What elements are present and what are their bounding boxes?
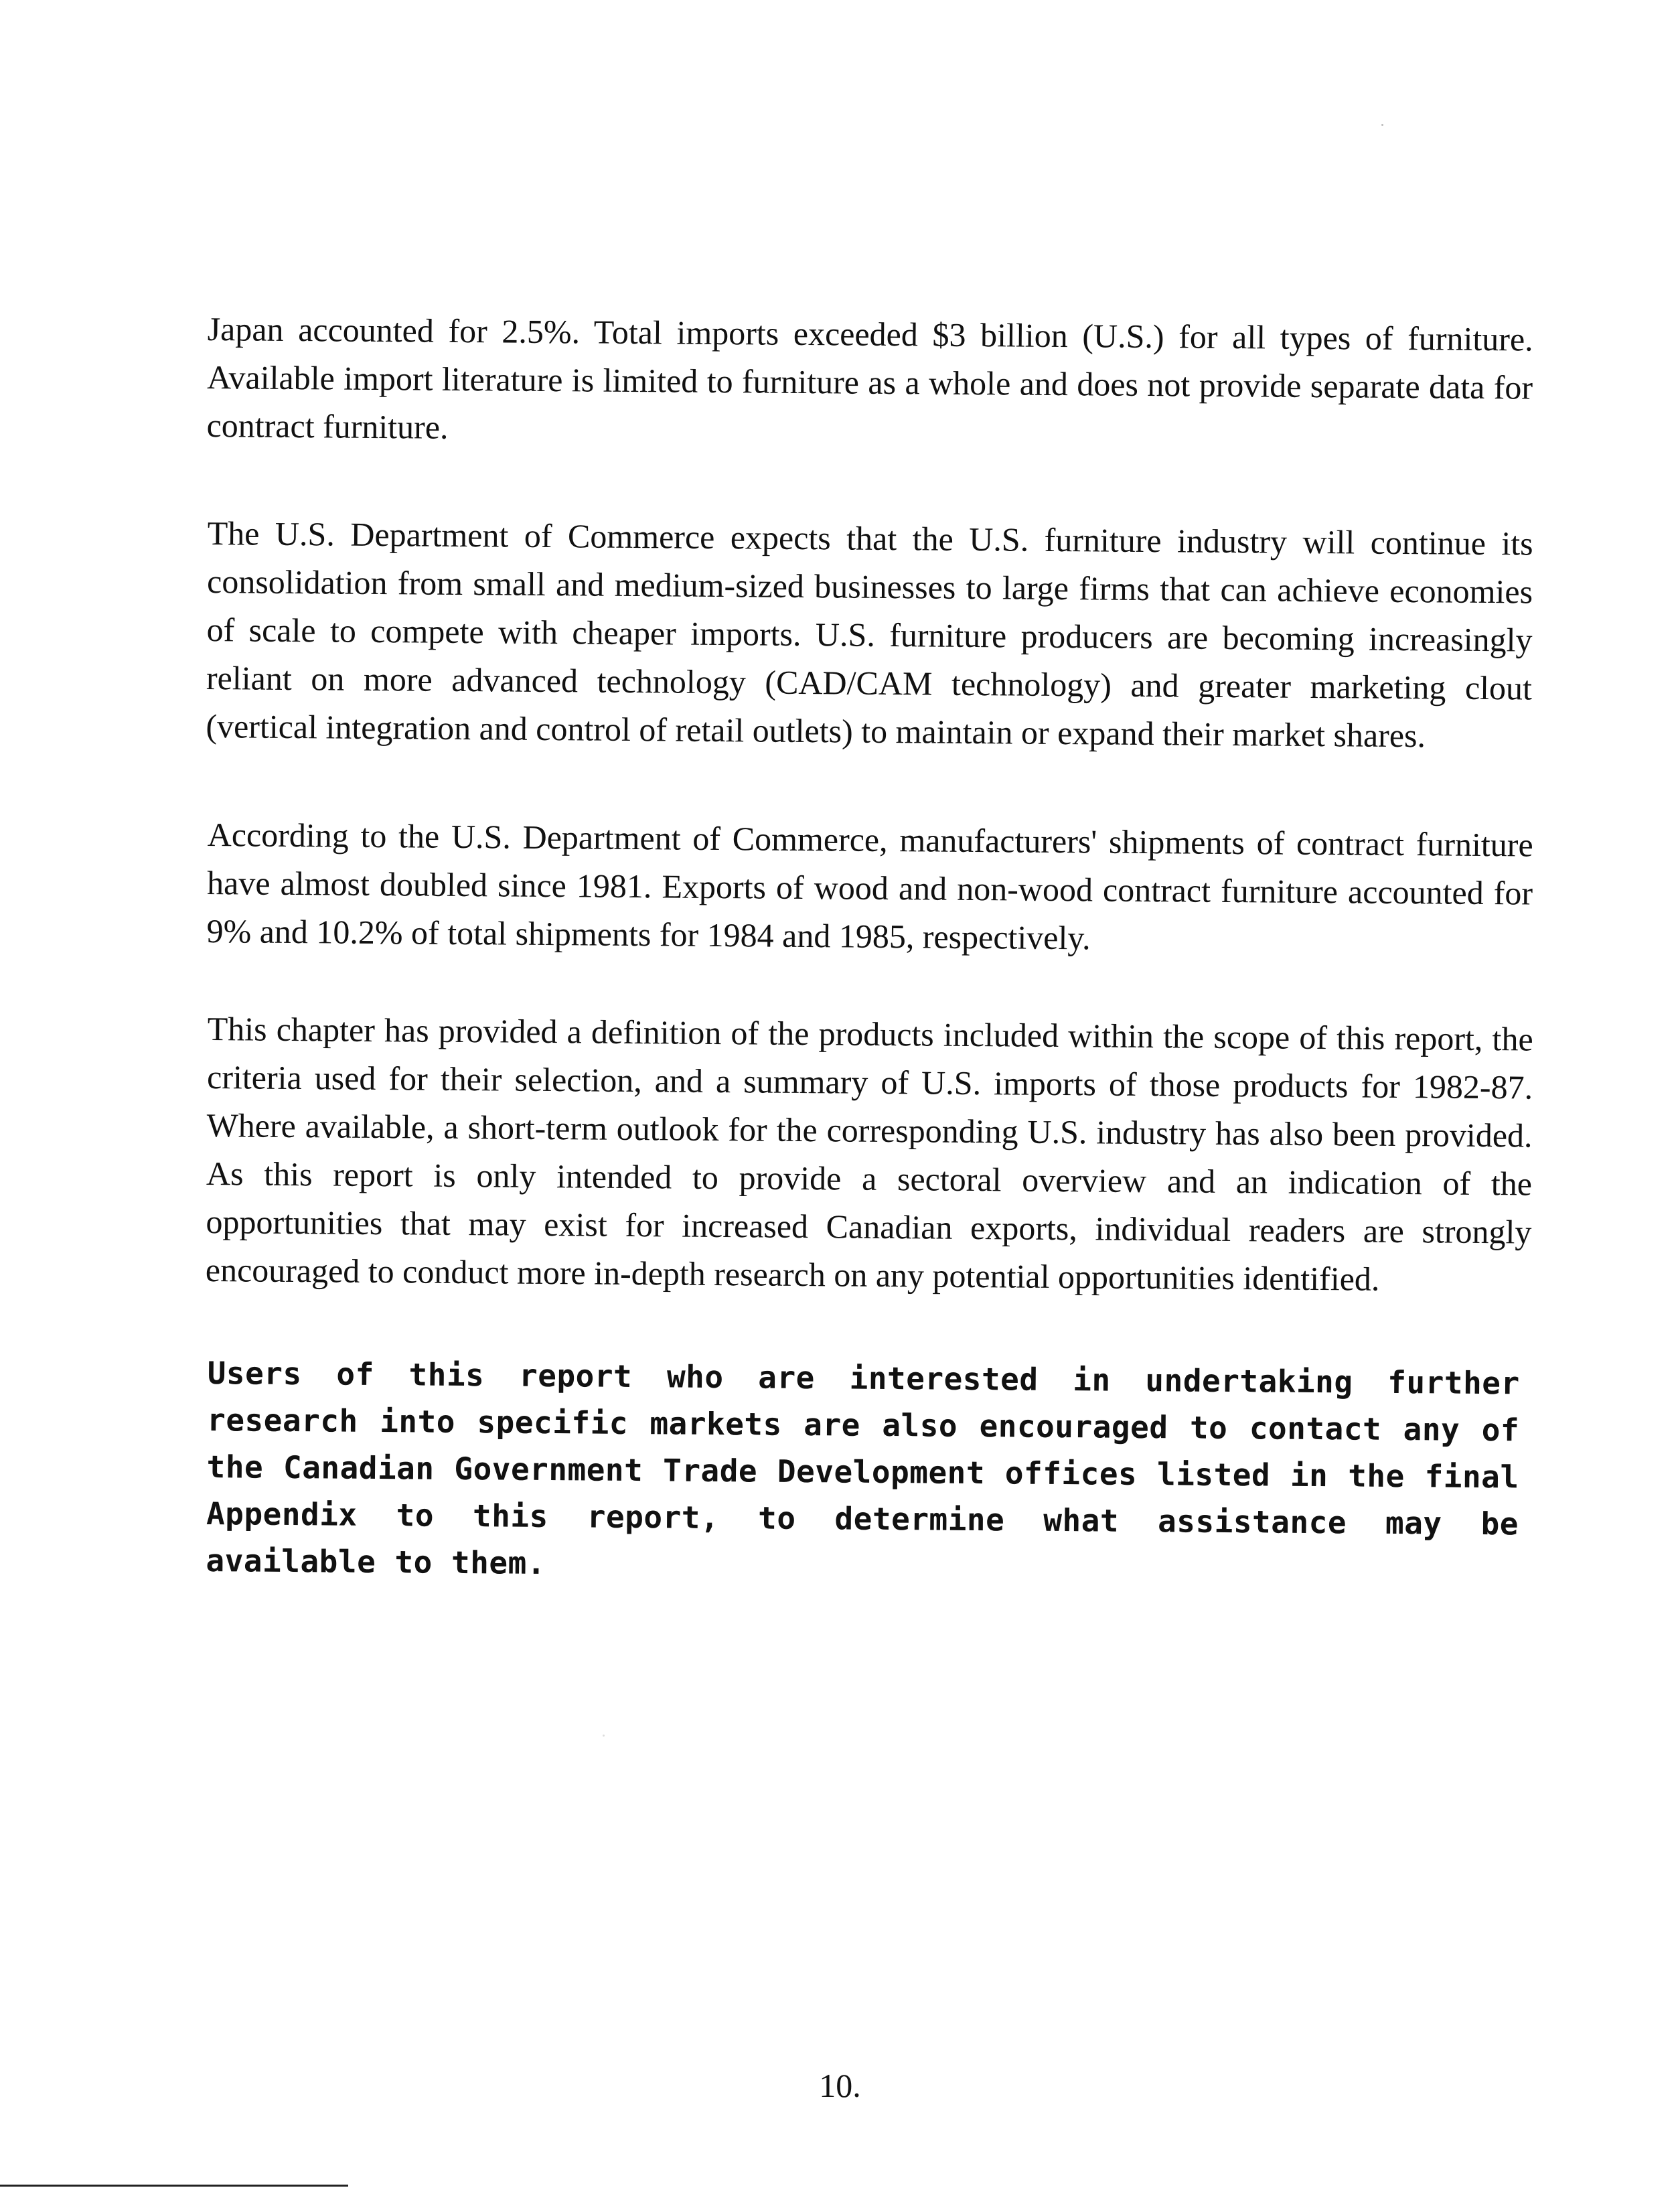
paragraph-trade-offices-note: Users of this report who are interested in undertaking further research into specific markets are also encouraged to contact any of the Canadian Government Trade Development offices listed in the final Appendix to this report, to determine what assistance may be available to them. — [206, 1354, 1520, 1581]
scan-speck — [603, 1735, 605, 1737]
scan-edge-rule — [0, 2185, 348, 2187]
page-number: 10. — [819, 2067, 861, 2104]
paragraph-chapter-summary: This chapter has provided a definition of the products included within the scope of this report, the criteria used for their selection, and a summary of U.S. imports of those products for 1982-87. Where available, a short-term outlook for the corresponding U.S. industry has also been provided. As this report is only intended to provide a sectoral overview and an indication of the opportunities that may exist for increased Canadian exports, individual readers are strongly encouraged to conduct more in-depth research on any potential opportunities identified. — [205, 1009, 1533, 1298]
paragraph-japan-imports: Japan accounted for 2.5%. Total imports exceeded $3 billion (U.S.) for all types of furniture. Available import literature is limited to furniture as a whole and does not provide separate data for contract furniture. — [206, 309, 1533, 446]
paragraph-commerce-outlook: The U.S. Department of Commerce expects that the U.S. furniture industry will continue its consolidation from small and medium-sized businesses to large firms that can achieve economies of scale to compete with cheaper imports. U.S. furniture producers are becoming increasingly reliant on more advanced technology (CAD/CAM technology) and greater marketing clout (vertical integration and control of retail outlets) to maintain or expand their market shares. — [206, 514, 1533, 755]
scan-speck — [1381, 124, 1383, 126]
paragraph-contract-shipments: According to the U.S. Department of Commerce, manufacturers' shipments of contract furniture have almost doubled since 1981. Exports of wood and non-wood contract furniture accounted for 9% and 10.2% of total shipments for 1984 and 1985, respectively. — [206, 815, 1533, 957]
